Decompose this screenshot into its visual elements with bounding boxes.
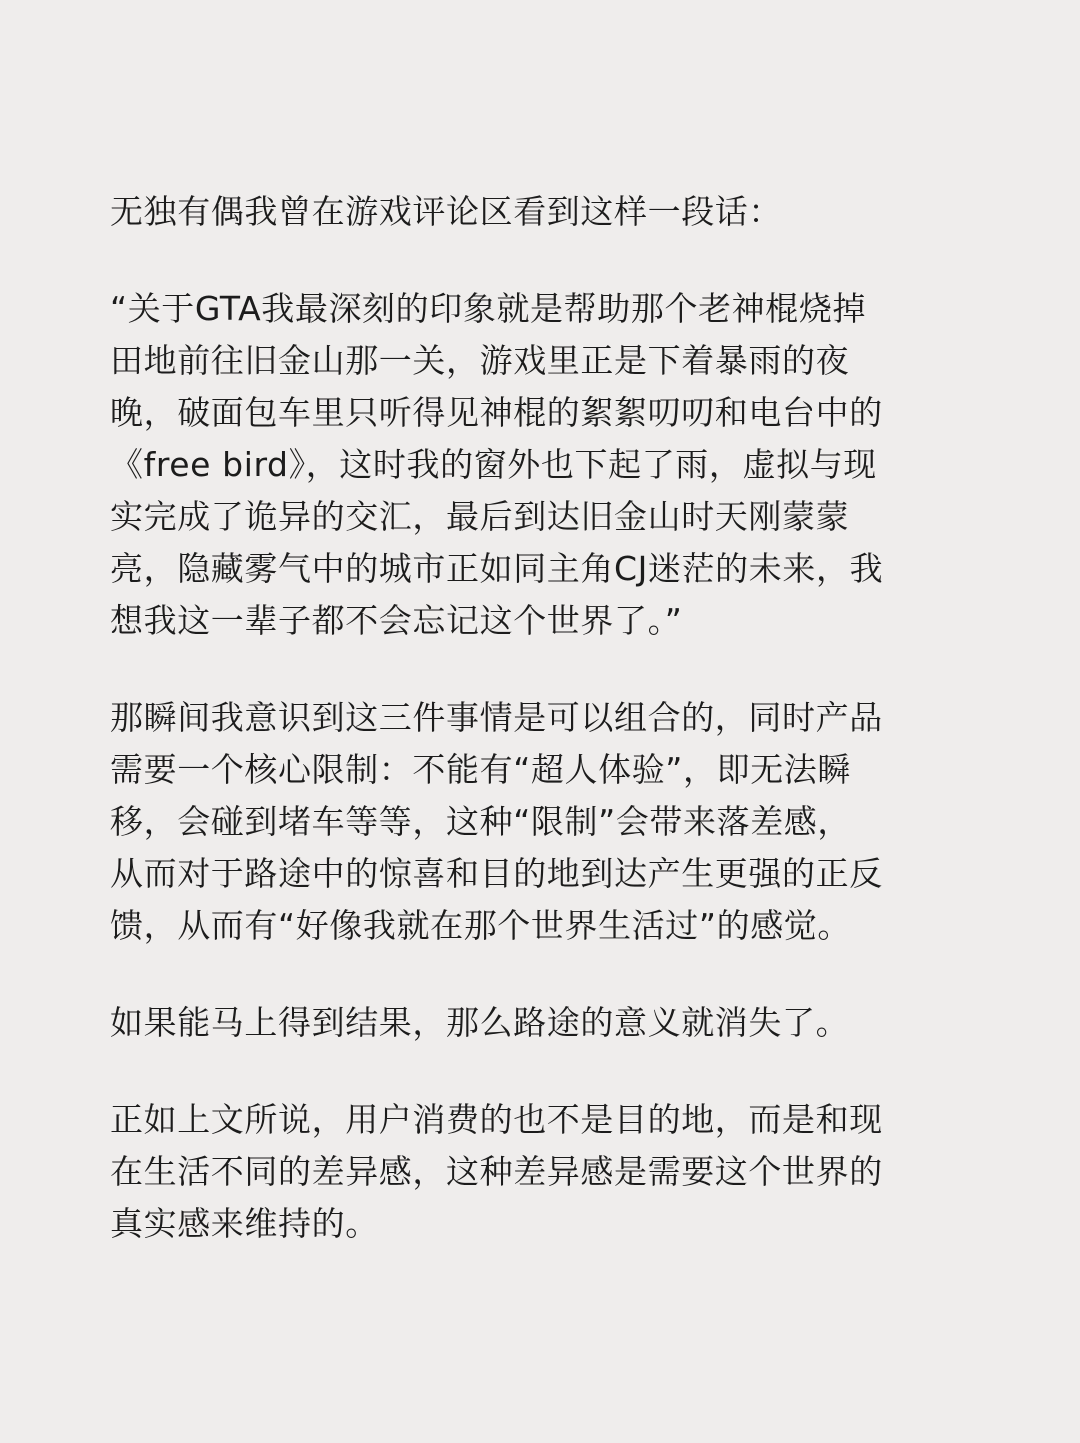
text-line: 晚，破面包车里只听得见神棍的絮絮叨叨和电台中的 [110, 393, 883, 432]
text-line: 移，会碰到堵车等等，这种“限制”会带来落差感， [110, 802, 851, 841]
text-line: 从而对于路途中的惊喜和目的地到达产生更强的正反 [110, 854, 883, 893]
text-line: 田地前往旧金山那一关，游戏里正是下着暴雨的夜 [110, 341, 850, 380]
paragraph-core-constraint [110, 692, 970, 952]
text-line: 那瞬间我意识到这三件事情是可以组合的，同时产品 [110, 698, 883, 737]
text-line: 馈，从而有“好像我就在那个世界生活过”的感觉。 [110, 906, 851, 945]
text-line: “关于GTA我最深刻的印象就是帮助那个老神棍烧掉 [110, 289, 867, 328]
text-line: 亮，隐藏雾气中的城市正如同主角CJ迷茫的未来，我 [110, 549, 884, 588]
text-line: 需要一个核心限制：不能有“超人体验”，即无法瞬 [110, 750, 851, 789]
text-line: 正如上文所说，用户消费的也不是目的地，而是和现 [110, 1100, 883, 1139]
text-line: 《free bird》，这时我的窗外也下起了雨，虚拟与现 [110, 445, 877, 484]
text-line: 在生活不同的差异感，这种差异感是需要这个世界的 [110, 1152, 883, 1191]
paragraph-meaning [110, 997, 970, 1049]
paragraph-intro [110, 186, 970, 238]
paragraph-conclusion [110, 1094, 970, 1250]
text-line: 如果能马上得到结果，那么路途的意义就消失了。 [110, 1003, 850, 1042]
text-line: 想我这一辈子都不会忘记这个世界了。” [110, 601, 683, 640]
text-line: 真实感来维持的。 [110, 1204, 379, 1243]
paragraph-quote [110, 283, 970, 647]
text-line: 无独有偶我曾在游戏评论区看到这样一段话： [110, 192, 782, 231]
text-line: 实完成了诡异的交汇，最后到达旧金山时天刚蒙蒙 [110, 497, 850, 536]
